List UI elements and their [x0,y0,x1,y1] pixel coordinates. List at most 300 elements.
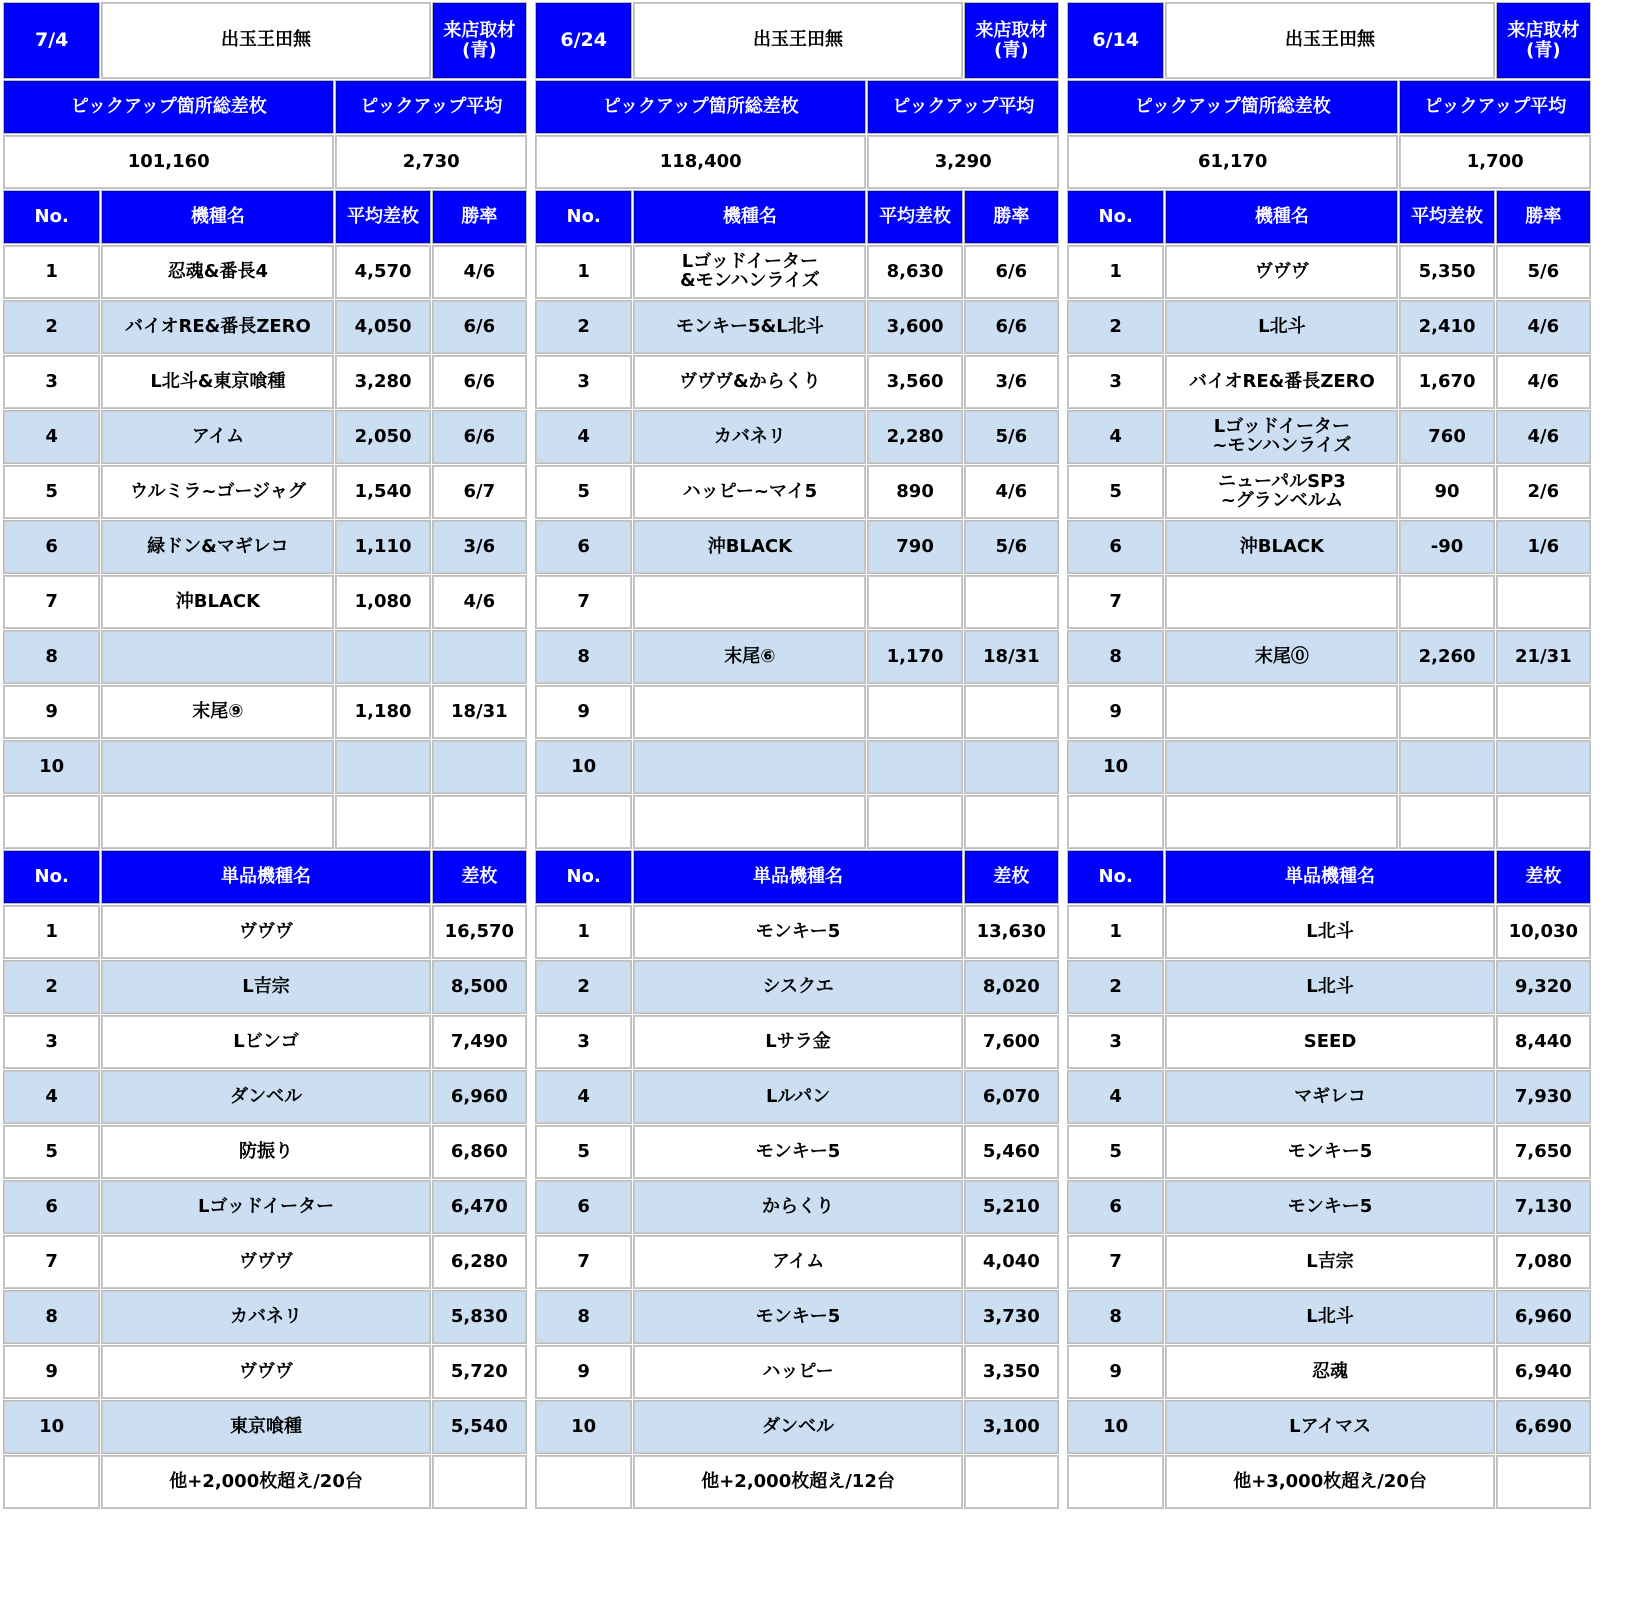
panel-header-row [1068,3,1590,78]
pickup-total-value: 118,400 [536,136,865,188]
pickup-avg-diff: 3,280 [336,356,429,408]
single-model: カバネリ [102,1291,429,1343]
single-model: 忍魂 [1166,1346,1493,1398]
coverage-tag-line2: (青) [462,39,497,61]
pickup-avg-diff [868,576,961,628]
coverage-tag [1497,3,1590,78]
pickup-no: 8 [536,631,631,683]
pickup-avg-diff: 1,110 [336,521,429,573]
pickup-row [4,301,526,353]
avg-diff-header: 平均差枚 [1400,191,1493,243]
pickup-row [4,741,526,793]
pickup-win-rate [1497,576,1590,628]
pickup-avg-diff: 2,260 [1400,631,1493,683]
pickup-no: 1 [536,246,631,298]
single-no: 5 [536,1126,631,1178]
single-row [1068,1071,1590,1123]
pickup-model-line1: ヴヴヴ [1254,260,1309,282]
pickup-no: 7 [1068,576,1163,628]
single-no: 6 [4,1181,99,1233]
model-header: 機種名 [1166,191,1397,243]
coverage-tag-line1: 来店取材 [443,19,516,41]
single-row [1068,1401,1590,1453]
single-model: シスクエ [634,961,961,1013]
single-model: アイム [634,1236,961,1288]
single-model: Lビンゴ [102,1016,429,1068]
pickup-win-rate [433,631,526,683]
pickup-avg-diff: 3,600 [868,301,961,353]
single-no: 3 [1068,1016,1163,1068]
pickup-table-header-row [4,191,526,243]
pickup-win-rate: 4/6 [1497,411,1590,463]
pickup-row [4,466,526,518]
diff-header: 差枚 [965,851,1058,903]
single-no: 7 [536,1236,631,1288]
pickup-row [536,576,1058,628]
pickup-win-rate: 6/6 [433,356,526,408]
pickup-row [4,576,526,628]
pickup-win-rate: 18/31 [433,686,526,738]
pickup-model [634,411,865,463]
pickup-win-rate: 6/6 [433,301,526,353]
single-row [536,1181,1058,1233]
avg-diff-header: 平均差枚 [868,191,961,243]
single-model: モンキー5 [1166,1181,1493,1233]
single-diff: 6,070 [965,1071,1058,1123]
coverage-tag [965,3,1058,78]
pickup-win-rate [965,741,1058,793]
pickup-model-line1: 沖BLACK [707,535,793,557]
pickup-no: 2 [536,301,631,353]
single-model: L北斗 [1166,961,1493,1013]
pickup-model [634,301,865,353]
no-header: No. [1068,191,1163,243]
pickup-win-rate [1497,741,1590,793]
single-row [536,1346,1058,1398]
pickup-model [634,741,865,793]
pickup-row [1068,301,1590,353]
single-diff: 6,860 [433,1126,526,1178]
pickup-win-rate [965,686,1058,738]
pickup-no: 2 [1068,301,1163,353]
pickup-model-line2: &モンハンライズ [680,270,820,291]
blank-cell [1166,796,1397,848]
pickup-model [102,631,333,683]
pickup-row [4,356,526,408]
single-no: 8 [1068,1291,1163,1343]
single-diff: 5,540 [433,1401,526,1453]
single-model: からくり [634,1181,961,1233]
single-diff: 5,720 [433,1346,526,1398]
pickup-model-line1: 沖BLACK [1239,535,1325,557]
pickup-model [1166,466,1397,518]
single-row [4,1401,526,1453]
win-rate-header: 勝率 [965,191,1058,243]
single-diff: 8,020 [965,961,1058,1013]
single-row [4,1236,526,1288]
pickup-row [536,301,1058,353]
pickup-avg-diff: 2,050 [336,411,429,463]
single-diff: 4,040 [965,1236,1058,1288]
pickup-row [1068,631,1590,683]
pickup-row [1068,741,1590,793]
blank-cell [634,796,865,848]
coverage-tag-line2: (青) [994,39,1029,61]
pickup-model [1166,301,1397,353]
pickup-win-rate: 6/7 [433,466,526,518]
single-model: Lアイマス [1166,1401,1493,1453]
pickup-avg-diff: 2,410 [1400,301,1493,353]
no-header: No. [536,851,631,903]
pickup-no: 4 [536,411,631,463]
single-model-header: 単品機種名 [1166,851,1493,903]
pickup-no: 9 [4,686,99,738]
pickup-row [536,686,1058,738]
single-row [536,1401,1058,1453]
pickup-row [1068,521,1590,573]
pickup-model [634,521,865,573]
pickup-no: 5 [536,466,631,518]
singles-header-row [4,851,526,903]
pickup-no: 5 [4,466,99,518]
report-date: 7/4 [4,3,99,78]
pickup-model [102,521,333,573]
win-rate-header: 勝率 [433,191,526,243]
pickup-avg-diff: 890 [868,466,961,518]
pickup-no: 6 [1068,521,1163,573]
pickup-avg-diff: -90 [1400,521,1493,573]
pickup-model-line1: 忍魂&番長4 [167,260,269,282]
pickup-model [102,411,333,463]
pickup-win-rate: 6/6 [965,246,1058,298]
pickup-model-line1: カバネリ [713,425,786,447]
pickup-model [1166,741,1397,793]
coverage-tag-line1: 来店取材 [1507,19,1580,41]
single-no: 4 [4,1071,99,1123]
pickup-win-rate: 3/6 [433,521,526,573]
single-row [1068,1291,1590,1343]
report-date: 6/14 [1068,3,1163,78]
pickup-avg-diff: 5,350 [1400,246,1493,298]
pickup-table-header-row [1068,191,1590,243]
pickup-row [536,631,1058,683]
single-no: 9 [4,1346,99,1398]
single-model: ダンベル [634,1401,961,1453]
pickup-win-rate: 3/6 [965,356,1058,408]
single-model: モンキー5 [1166,1126,1493,1178]
pickup-model [102,576,333,628]
pickup-win-rate: 5/6 [1497,246,1590,298]
pickup-model [102,356,333,408]
pickup-avg-diff: 1,170 [868,631,961,683]
footer-row [1068,1456,1590,1508]
pickup-win-rate: 4/6 [1497,356,1590,408]
pickup-no: 7 [536,576,631,628]
pickup-model [1166,521,1397,573]
single-diff: 3,730 [965,1291,1058,1343]
pickup-model [634,686,865,738]
footer-blank [1497,1456,1590,1508]
single-no: 4 [1068,1071,1163,1123]
single-no: 4 [536,1071,631,1123]
single-diff: 6,470 [433,1181,526,1233]
single-model: ヴヴヴ [102,1346,429,1398]
pickup-no: 6 [4,521,99,573]
pickup-model [634,576,865,628]
store-title: 出玉王田無 [102,3,429,78]
pickup-model [102,466,333,518]
single-diff: 8,500 [433,961,526,1013]
single-no: 1 [4,906,99,958]
pickup-model-line1: Lゴッドイーター [1213,416,1351,438]
single-row [4,1181,526,1233]
pickup-total-value: 61,170 [1068,136,1397,188]
pickup-no: 9 [536,686,631,738]
pickup-row [4,631,526,683]
single-no: 7 [1068,1236,1163,1288]
single-row [1068,1181,1590,1233]
single-model: モンキー5 [634,906,961,958]
pickup-no: 8 [1068,631,1163,683]
pickup-total-header: ピックアップ箇所総差枚 [536,81,865,133]
pickup-model-line1: 緑ドン&マギレコ [147,535,289,557]
single-diff: 6,960 [433,1071,526,1123]
single-no: 8 [4,1291,99,1343]
pickup-summary-row [1068,136,1590,188]
pickup-model [1166,631,1397,683]
pickup-no: 3 [536,356,631,408]
single-no: 9 [1068,1346,1163,1398]
pickup-avg-diff: 90 [1400,466,1493,518]
single-diff: 9,320 [1497,961,1590,1013]
single-row [1068,1126,1590,1178]
pickup-avg-diff: 4,050 [336,301,429,353]
pickup-model-line1: バイオRE&番長ZERO [125,315,311,337]
single-model: ハッピー [634,1346,961,1398]
footer-row [4,1456,526,1508]
single-row [4,1346,526,1398]
pickup-model [1166,686,1397,738]
single-row [536,1126,1058,1178]
pickup-row [4,411,526,463]
singles-header-row [1068,851,1590,903]
single-row [536,1016,1058,1068]
single-no: 1 [1068,906,1163,958]
single-diff: 7,490 [433,1016,526,1068]
pickup-avg-diff: 2,280 [868,411,961,463]
pickup-no: 4 [1068,411,1163,463]
diff-header: 差枚 [1497,851,1590,903]
single-row [536,906,1058,958]
pickup-model-line1: 末尾⑨ [192,700,244,722]
store-title: 出玉王田無 [634,3,961,78]
pickup-avg-diff: 8,630 [868,246,961,298]
single-model: 防振り [102,1126,429,1178]
single-model: Lゴッドイーター [102,1181,429,1233]
footer-note: 他+2,000枚超え/12台 [634,1456,961,1508]
no-header: No. [4,851,99,903]
pickup-avg-diff: 1,540 [336,466,429,518]
single-no: 2 [536,961,631,1013]
single-no: 6 [1068,1181,1163,1233]
single-no: 5 [4,1126,99,1178]
pickup-avg-value: 3,290 [868,136,1058,188]
single-model: L吉宗 [1166,1236,1493,1288]
panel-header-row [4,3,526,78]
single-row [536,1071,1058,1123]
single-diff: 8,440 [1497,1016,1590,1068]
pickup-row [536,466,1058,518]
report-date: 6/24 [536,3,631,78]
pickup-avg-diff: 1,180 [336,686,429,738]
pickup-avg-diff: 4,570 [336,246,429,298]
footer-note: 他+3,000枚超え/20台 [1166,1456,1493,1508]
single-diff: 7,650 [1497,1126,1590,1178]
pickup-no: 9 [1068,686,1163,738]
blank-row [1068,796,1590,848]
single-diff: 6,940 [1497,1346,1590,1398]
pickup-no: 10 [1068,741,1163,793]
single-model: ダンベル [102,1071,429,1123]
single-model: L北斗 [1166,1291,1493,1343]
pickup-no: 10 [536,741,631,793]
single-no: 2 [1068,961,1163,1013]
pickup-model-line1: 末尾⓪ [1254,645,1309,667]
pickup-row [536,356,1058,408]
single-model: モンキー5 [634,1291,961,1343]
pickup-avg-header: ピックアップ平均 [1400,81,1590,133]
pickup-row [536,741,1058,793]
win-rate-header: 勝率 [1497,191,1590,243]
pickup-win-rate [1497,686,1590,738]
pickup-row [4,246,526,298]
single-no: 10 [1068,1401,1163,1453]
report-panel-6-24 [533,0,1061,1511]
pickup-row [1068,686,1590,738]
pickup-avg-diff [1400,686,1493,738]
single-diff: 6,280 [433,1236,526,1288]
pickup-no: 3 [1068,356,1163,408]
pickup-win-rate: 1/6 [1497,521,1590,573]
single-no: 3 [536,1016,631,1068]
blank-cell [4,796,99,848]
single-diff: 3,350 [965,1346,1058,1398]
pickup-avg-diff: 3,560 [868,356,961,408]
single-model-header: 単品機種名 [102,851,429,903]
blank-row [536,796,1058,848]
single-model: ヴヴヴ [102,1236,429,1288]
pickup-avg-diff [336,741,429,793]
pickup-total-header: ピックアップ箇所総差枚 [1068,81,1397,133]
pickup-win-rate: 5/6 [965,411,1058,463]
pickup-no: 7 [4,576,99,628]
pickup-avg-diff [1400,576,1493,628]
pickup-summary-row [536,136,1058,188]
pickup-no: 8 [4,631,99,683]
pickup-avg-header: ピックアップ平均 [336,81,526,133]
pickup-avg-diff: 1,080 [336,576,429,628]
single-diff: 7,080 [1497,1236,1590,1288]
avg-diff-header: 平均差枚 [336,191,429,243]
pickup-avg-value: 1,700 [1400,136,1590,188]
single-diff: 16,570 [433,906,526,958]
single-diff: 7,600 [965,1016,1058,1068]
single-no: 6 [536,1181,631,1233]
pickup-summary-header-row [1068,81,1590,133]
single-diff: 5,210 [965,1181,1058,1233]
single-row [4,1016,526,1068]
blank-cell [1068,796,1163,848]
single-no: 5 [1068,1126,1163,1178]
pickup-model-line1: Lゴッドイーター [681,251,819,273]
single-model: Lサラ金 [634,1016,961,1068]
pickup-avg-diff: 760 [1400,411,1493,463]
single-row [4,1291,526,1343]
pickup-win-rate: 4/6 [433,246,526,298]
report-panel-7-4 [1,0,529,1511]
single-row [1068,906,1590,958]
pickup-no: 6 [536,521,631,573]
pickup-win-rate: 5/6 [965,521,1058,573]
pickup-model [102,301,333,353]
single-model: Lルパン [634,1071,961,1123]
pickup-model [634,631,865,683]
footer-note: 他+2,000枚超え/20台 [102,1456,429,1508]
pickup-no: 2 [4,301,99,353]
no-header: No. [536,191,631,243]
pickup-model [634,246,865,298]
blank-cell [336,796,429,848]
pickup-row [4,686,526,738]
no-header: No. [4,191,99,243]
pickup-win-rate: 6/6 [433,411,526,463]
single-no: 3 [4,1016,99,1068]
blank-cell [536,796,631,848]
single-model: モンキー5 [634,1126,961,1178]
pickup-model [634,466,865,518]
single-model: 東京喰種 [102,1401,429,1453]
single-no: 10 [4,1401,99,1453]
pickup-model-line1: ウルミラ~ゴージャグ [130,480,306,502]
single-row [536,1236,1058,1288]
single-diff: 13,630 [965,906,1058,958]
footer-blank [4,1456,99,1508]
pickup-model-line1: 末尾⑥ [724,645,776,667]
footer-row [536,1456,1058,1508]
single-no: 10 [536,1401,631,1453]
pickup-row [1068,411,1590,463]
pickup-avg-diff [1400,741,1493,793]
single-diff: 5,460 [965,1126,1058,1178]
diff-header: 差枚 [433,851,526,903]
single-model: SEED [1166,1016,1493,1068]
single-row [4,1071,526,1123]
pickup-win-rate: 2/6 [1497,466,1590,518]
single-row [536,961,1058,1013]
pickup-model-line1: アイム [191,425,245,447]
blank-row [4,796,526,848]
pickup-model-line1: L北斗 [1258,315,1306,337]
single-row [1068,1016,1590,1068]
pickup-row [4,521,526,573]
pickup-total-header: ピックアップ箇所総差枚 [4,81,333,133]
pickup-win-rate [433,741,526,793]
coverage-tag [433,3,526,78]
pickup-win-rate: 4/6 [1497,301,1590,353]
pickup-model [102,246,333,298]
single-row [4,906,526,958]
footer-blank [965,1456,1058,1508]
